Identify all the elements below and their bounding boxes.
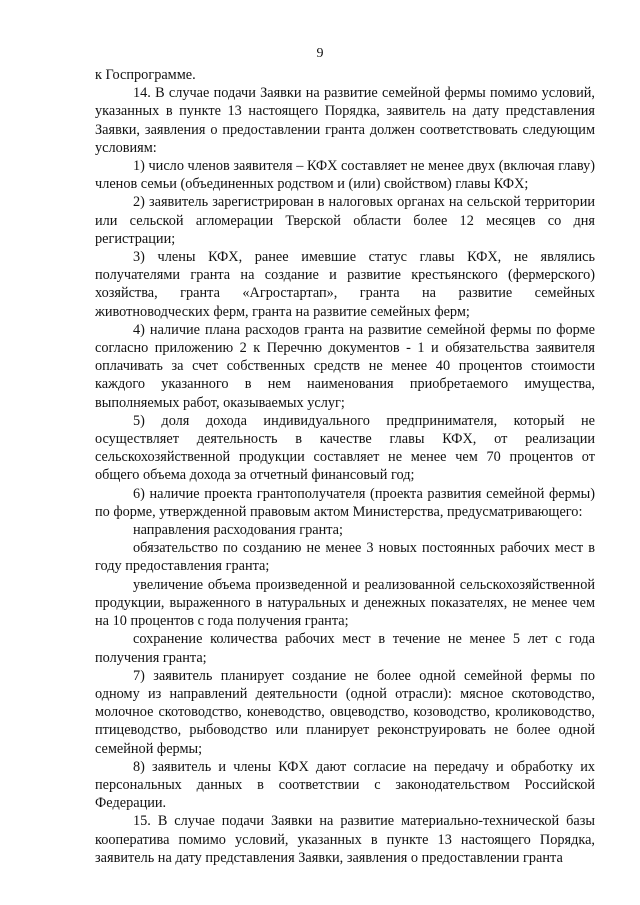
paragraph: 2) заявитель зарегистрирован в налоговых органах на сельской территории или сельской агломерации Тверской области более 12 месяцев со дня регистрации; (95, 194, 595, 247)
paragraph: 8) заявитель и члены КФХ дают согласие на передачу и обработку их персональных данных в соответствии с законодательством Российской Федерации. (95, 758, 595, 812)
paragraph: 15. В случае подачи Заявки на развитие материально-технической базы кооператива помимо условий, указанных в пункте 13 настоящего Порядка, заявитель на дату представления Заявки, заявления о предоставлении гранта (95, 813, 595, 866)
paragraph: 1) число членов заявителя – КФХ составляет не менее двух (включая главу) членов семьи (объединенных родством и (или) свойством) главы КФХ; (95, 158, 595, 193)
paragraph: 7) заявитель планирует создание не более одной семейной фермы по одному из направлений деятельности (одной отрасли): мясное скотоводство, молочное скотоводство, коневодство, овцеводство, козоводство, кролиководство, птицеводство, рыбоводство или планирует реконструировать не более одной семейной фермы; (95, 667, 595, 757)
paragraph: сохранение количества рабочих мест в течение не менее 5 лет с года получения гранта; (95, 631, 595, 666)
document-body (95, 66, 595, 867)
paragraph: 14. В случае подачи Заявки на развитие семейной фермы помимо условий, указанных в пункте 13 настоящего Порядка, заявитель на дату представления Заявки, заявления о предоставлении гранта должен соответствовать следующим условиям: (95, 85, 595, 156)
paragraph: 3) члены КФХ, ранее имевшие статус главы КФХ, не являлись получателями гранта на создание и развитие крестьянского (фермерского) хозяйства, гранта «Агростартап», гранта на развитие семейных животноводческих ферм, гранта на развитие семейных ферм; (95, 249, 595, 320)
paragraph: 5) доля дохода индивидуального предпринимателя, который не осуществляет деятельность в качестве главы КФХ, от реализации сельскохозяйственной продукции составляет не менее чем 70 процентов от общего объема дохода за отчетный финансовый год; (95, 412, 595, 484)
paragraph: 6) наличие проекта грантополучателя (проекта развития семейной фермы) по форме, утвержденной правовым актом Министерства, предусматривающего: (95, 485, 595, 520)
paragraph: 4) наличие плана расходов гранта на развитие семейной фермы по форме согласно приложению 2 к Перечню документов - 1 и обязательства заявителя оплачивать за счет собственных средств не менее 40 процентов стоимости каждого указанного в нем наименования приобретаемого имущества, выполняемых работ, оказываемых услуг; (95, 321, 595, 411)
paragraph: увеличение объема произведенной и реализованной сельскохозяйственной продукции, выраженного в натуральных и денежных показателях, не менее чем на 10 процентов с года получения гранта; (95, 576, 595, 630)
page-number: 9 (316, 46, 324, 61)
paragraph: направления расходования гранта; (133, 522, 343, 539)
paragraph: обязательство по созданию не менее 3 новых постоянных рабочих мест в году предоставления гранта; (95, 540, 595, 575)
paragraph: к Госпрограмме. (95, 67, 196, 83)
